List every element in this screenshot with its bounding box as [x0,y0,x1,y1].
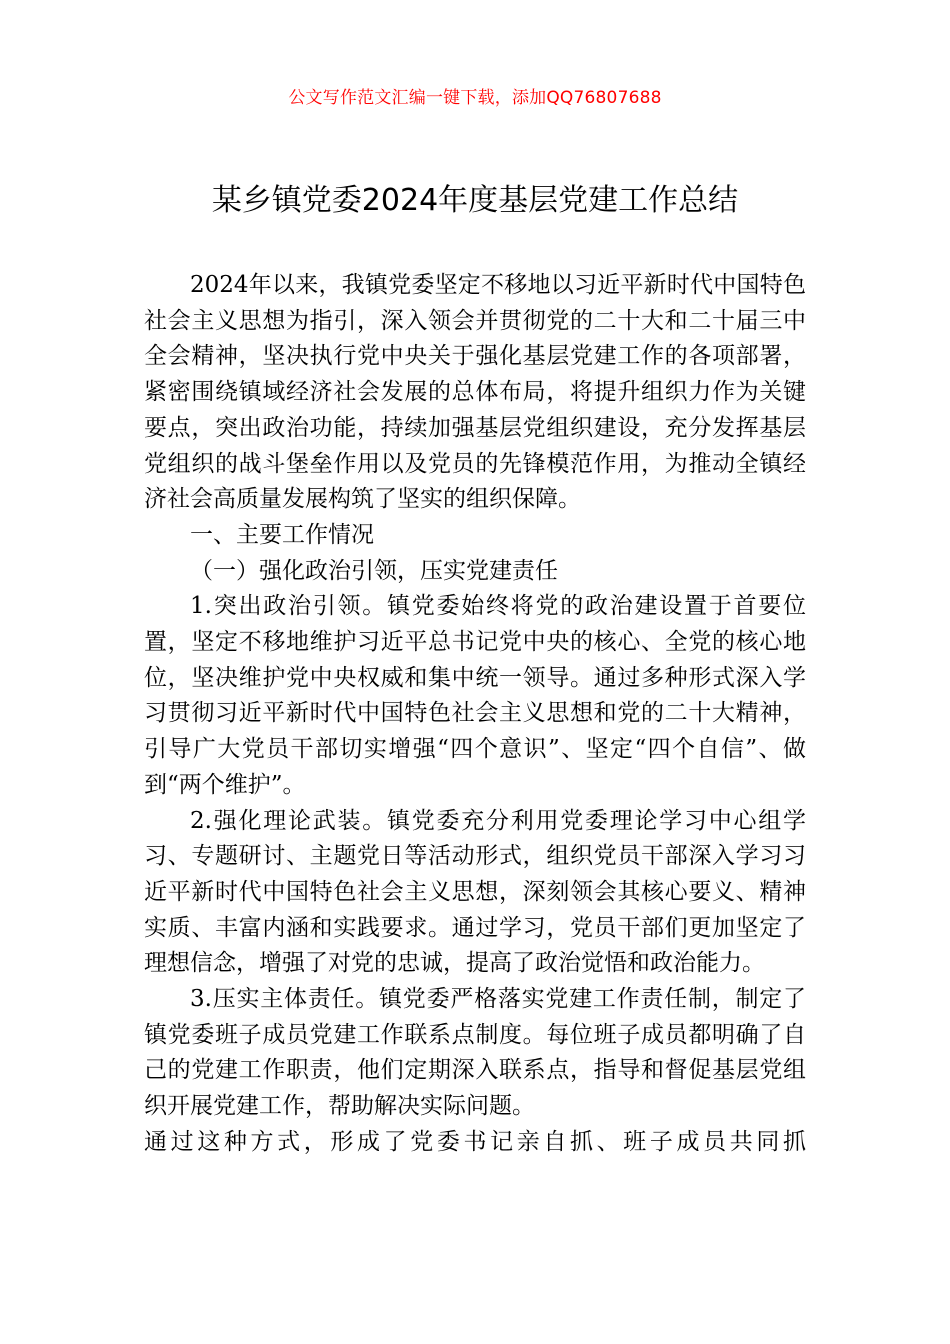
document-body [144,268,806,1161]
item-paragraph-1: 1.突出政治引领。镇党委始终将党的政治建设置于首要位置，坚定不移地维护习近平总书记党中央的核心、全党的核心地位，坚决维护党中央权威和集中统一领导。通过多种形式深入学习贯彻习近平新时代中国特色社会主义思想和党的二十大精神，引导广大党员干部切实增强“四个意识”、坚定“四个自信”、做到“两个维护”。 [144,593,806,798]
section-heading-main-work: 一、主要工作情况 [190,521,374,548]
subsection-heading-political-guidance: （一）强化政治引领，压实党建责任 [190,557,558,584]
item-paragraph-3: 3.压实主体责任。镇党委严格落实党建工作责任制，制定了镇党委班子成员党建工作联系点制度。每位班子成员都明确了自己的党建工作职责，他们定期深入联系点，指导和督促基层党组织开展党建工作，帮助解决实际问题。 [144,986,806,1120]
document-title: 某乡镇党委2024年度基层党建工作总结 [211,183,739,218]
intro-paragraph: 2024年以来，我镇党委坚定不移地以习近平新时代中国特色社会主义思想为指引，深入领会并贯彻党的二十大和二十届三中全会精神，坚决执行党中央关于强化基层党建工作的各项部署，紧密围绕镇域经济社会发展的总体布局，将提升组织力作为关键要点，突出政治功能，持续加强基层党组织建设，充分发挥基层党组织的战斗堡垒作用以及党员的先锋模范作用，为推动全镇经济社会高质量发展构筑了坚实的组织保障。 [144,272,806,513]
item-paragraph-2: 2.强化理论武装。镇党委充分利用党委理论学习中心组学习、专题研讨、主题党日等活动形式，组织党员干部深入学习习近平新时代中国特色社会主义思想，深刻领会其核心要义、精神实质、丰富内涵和实践要求。通过学习，党员干部们更加坚定了理想信念，增强了对党的忠诚，提高了政治觉悟和政治能力。 [144,807,806,977]
header-download-note: 公文写作范文汇编一键下载，添加QQ76807688 [288,88,662,108]
item-paragraph-3-continued: 通过这种方式，形成了党委书记亲自抓、班子成员共同抓 [144,1128,806,1155]
